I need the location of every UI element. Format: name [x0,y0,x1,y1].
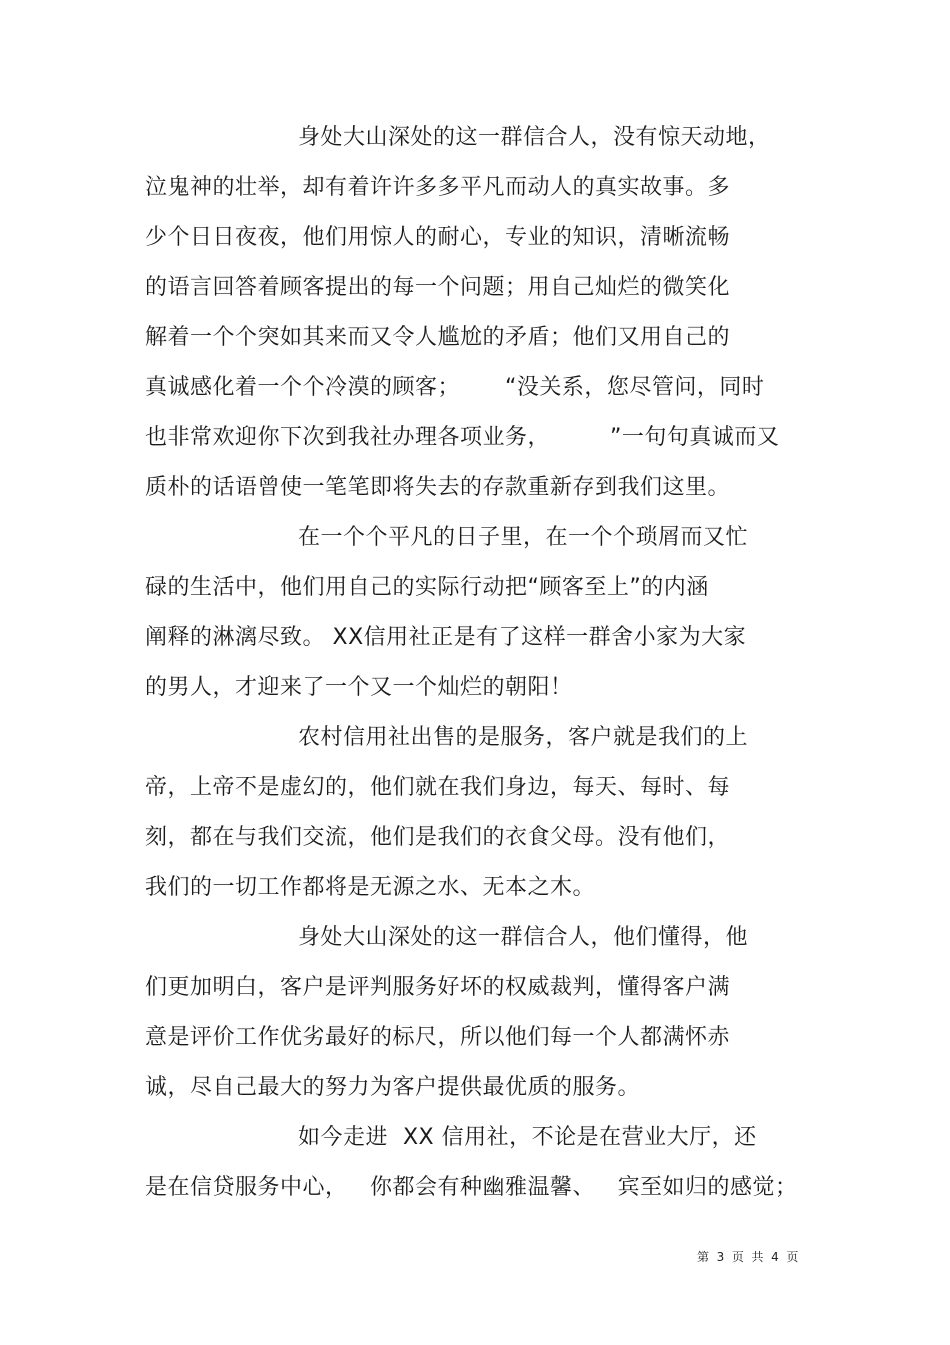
paragraph-1-line-7: 也非常欢迎你下次到我社办理各项业务， ”一句句真诚而又 [145,425,780,450]
paragraph-2-line-2: 碌的生活中，他们用自己的实际行动把“顾客至上”的内涵 [145,575,709,600]
paragraph-5-line-1: 如今走进 XX 信用社，不论是在营业大厅，还 [298,1125,757,1150]
page-number-footer: 第 3 页 共 4 页 [697,1250,799,1264]
paragraph-4-line-3: 意是评价工作优劣最好的标尺，所以他们每一个人都满怀赤 [145,1025,731,1050]
paragraph-2-line-1: 在一个个平凡的日子里，在一个个琐屑而又忙 [298,525,749,550]
paragraph-3-line-3: 刻，都在与我们交流，他们是我们的衣食父母。没有他们， [145,825,731,850]
paragraph-4-line-4: 诚，尽自己最大的努力为客户提供最优质的服务。 [145,1075,641,1100]
paragraph-4-line-2: 们更加明白，客户是评判服务好坏的权威裁判，懂得客户满 [145,975,731,1000]
paragraph-1-line-6: 真诚感化着一个个冷漠的顾客； “没关系，您尽管问，同时 [145,375,765,400]
paragraph-5-line-2: 是在信贷服务中心， 你都会有种幽雅温馨、 宾至如归的感觉； [145,1175,798,1200]
paragraph-1-line-1: 身处大山深处的这一群信合人，没有惊天动地， [298,125,771,150]
paragraph-2-line-4: 的男人，才迎来了一个又一个灿烂的朝阳！ [145,675,573,700]
paragraph-1-line-3: 少个日日夜夜，他们用惊人的耐心，专业的知识，清晰流畅 [145,225,731,250]
paragraph-1-line-5: 解着一个个突如其来而又令人尴尬的矛盾；他们又用自己的 [145,325,731,350]
paragraph-3-line-1: 农村信用社出售的是服务，客户就是我们的上 [298,725,749,750]
paragraph-2-line-3: 阐释的淋漓尽致。 XX信用社正是有了这样一群舍小家为大家 [145,625,747,650]
paragraph-1-line-2: 泣鬼神的壮举，却有着许许多多平凡而动人的真实故事。多 [145,175,731,200]
paragraph-4-line-1: 身处大山深处的这一群信合人，他们懂得，他 [298,925,749,950]
paragraph-3-line-4: 我们的一切工作都将是无源之水、无本之木。 [145,875,596,900]
paragraph-3-line-2: 帝，上帝不是虚幻的，他们就在我们身边，每天、每时、每 [145,775,731,800]
paragraph-1-line-8: 质朴的话语曾使一笔笔即将失去的存款重新存到我们这里。 [145,475,731,500]
paragraph-1-line-4: 的语言回答着顾客提出的每一个问题；用自己灿烂的微笑化 [145,275,731,300]
